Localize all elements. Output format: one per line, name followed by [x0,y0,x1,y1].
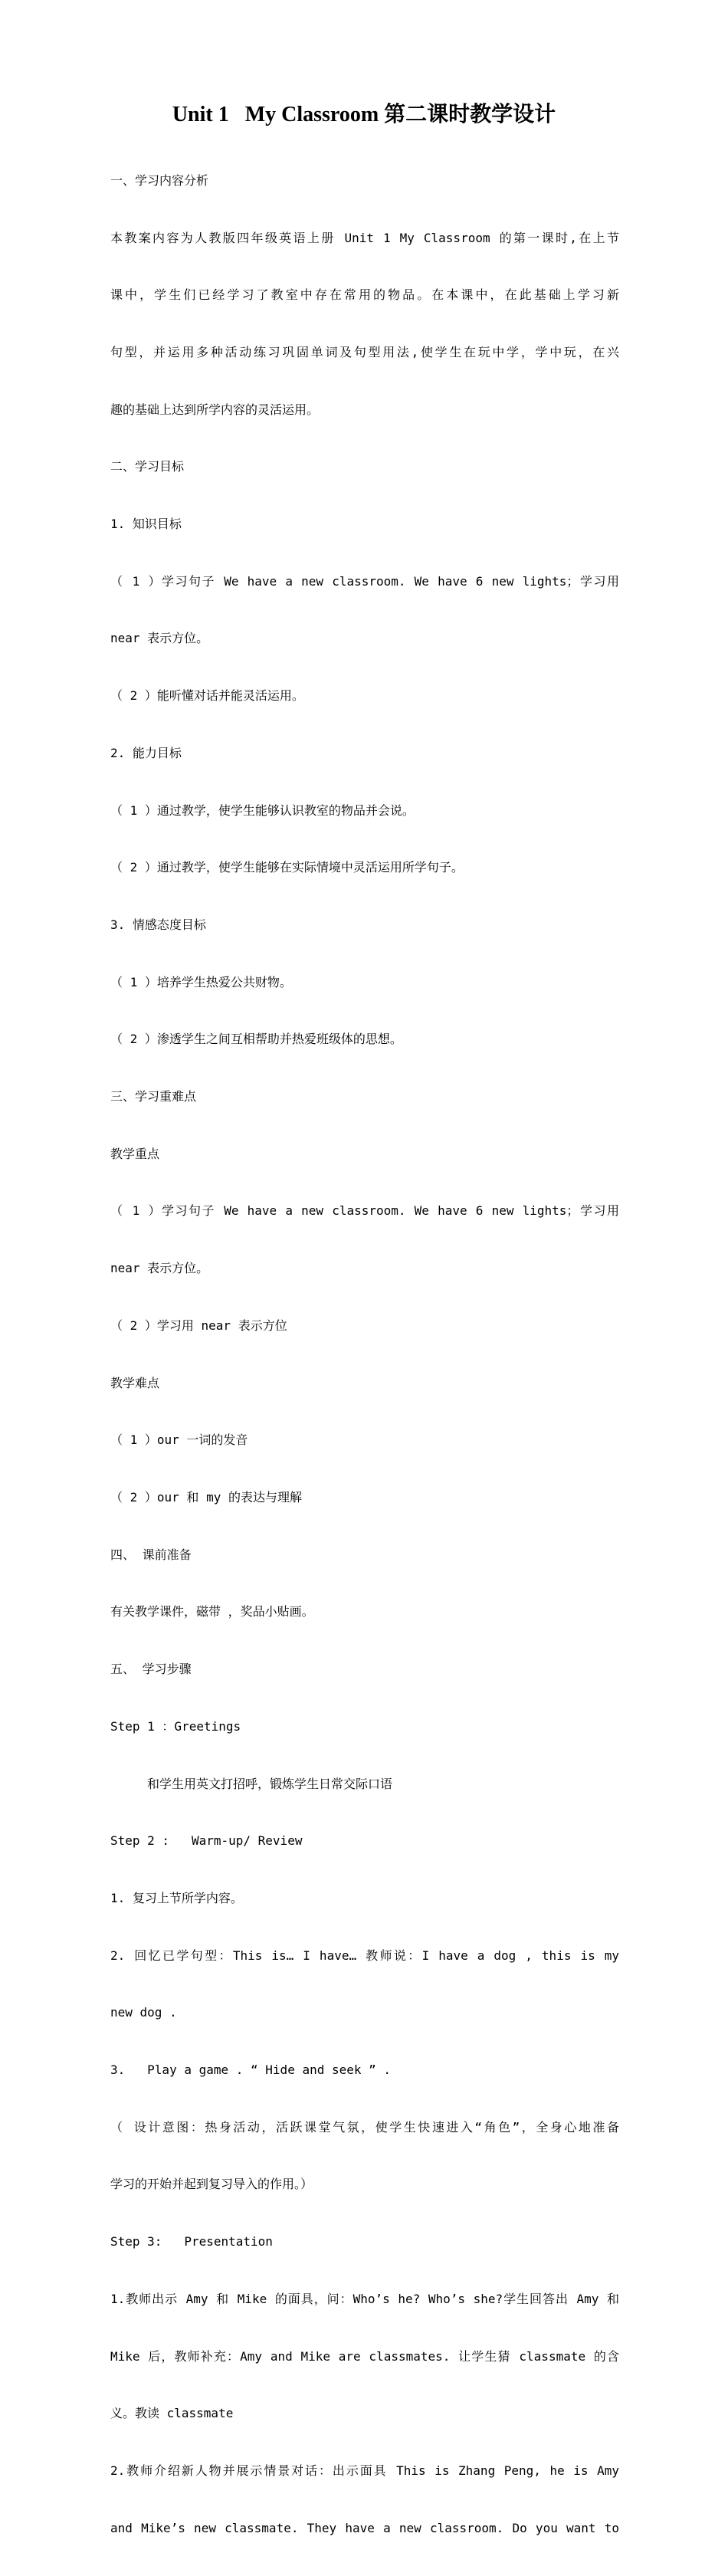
list-item: （ 2 ）渗透学生之间互相帮助并热爱班级体的思想。 [110,1032,402,1047]
section-heading: 四、 课前准备 [110,1547,192,1562]
section-heading: 五、 学习步骤 [110,1662,192,1677]
list-item: 2. 回忆已学句型：This is… I have… 教师说：I have a dog , this is my [110,1948,619,1963]
paragraph-line: 课中，学生们已经学习了教室中存在常用的物品。在本课中，在此基础上学习新 [110,287,619,303]
list-item: （ 1 ）通过教学，使学生能够认识教室的物品并会说。 [110,802,415,818]
list-item: （ 2 ）our 和 my 的表达与理解 [110,1489,302,1505]
list-item: （ 1 ）学习句子 We have a new classroom. We have 6 new lights；学习用 [110,1203,619,1219]
subheading: 教学重点 [110,1146,160,1161]
list-item-continuation: Mike 后，教师补充：Amy and Mike are classmates. 让学生猜 classmate 的含 [110,2348,619,2364]
list-item: （ 1 ）our 一词的发音 [110,1432,248,1448]
section-heading: 二、学习目标 [110,459,185,474]
subheading: 教学难点 [110,1375,160,1390]
list-item: （ 2 ）学习用 near 表示方位 [110,1318,287,1333]
list-item: 1.教师出示 Amy 和 Mike 的面具，问：Who’s he? Who’s she?学生回答出 Amy 和 [110,2291,619,2306]
paragraph-line: 句型，并运用多种活动练习巩固单词及句型用法,使学生在玩中学，学中玩，在兴 [110,344,619,359]
list-item: （ 1 ）学习句子 We have a new classroom. We have 6 new lights；学习用 [110,573,619,589]
list-item-continuation: and Mike’s new classmate. They have a new classroom. Do you want to [110,2520,619,2535]
paragraph-line: （ 设计意图：热身活动，活跃课堂气氛，使学生快速进入“角色”，全身心地准备 [110,2119,619,2135]
paragraph-line: 学习的开始并起到复习导入的作用。） [110,2177,313,2192]
list-item: 1. 复习上节所学内容。 [110,1890,243,1905]
list-item: （ 2 ）通过教学，使学生能够在实际情境中灵活运用所学句子。 [110,860,464,875]
list-item: 2.教师介绍新人物并展示情景对话：出示面具 This is Zhang Peng, he is Amy [110,2463,619,2478]
step-heading: Step 3: Presentation [110,2234,273,2249]
list-item: （ 2 ）能听懂对话并能灵活运用。 [110,688,304,704]
subheading: 1. 知识目标 [110,517,182,532]
list-item: 3. Play a game . “ Hide and seek ” . [110,2062,392,2078]
list-item: （ 1 ）培养学生热爱公共财物。 [110,974,292,989]
document-title: Unit 1 My Classroom 第二课时教学设计 [172,103,556,126]
document-body [110,133,619,2576]
subheading: 2. 能力目标 [110,745,182,760]
step-heading: Step 2 : Warm-up/ Review [110,1833,303,1849]
paragraph-line: 趣的基础上达到所学内容的灵活运用。 [110,402,320,417]
step-heading: Step 1 ：Greetings [110,1718,241,1734]
list-item-continuation: near 表示方位。 [110,631,209,646]
list-item-continuation: new dog . [110,2005,177,2020]
paragraph-line: 有关教学课件，磁带 ，奖品小贴画。 [110,1604,314,1619]
section-heading: 三、学习重难点 [110,1089,197,1104]
section-heading: 一、学习内容分析 [110,172,209,188]
paragraph-line: 本教案内容为人教版四年级英语上册 Unit 1 My Classroom 的第一课时,在上节 [110,230,619,245]
list-item-continuation: near 表示方位。 [110,1261,209,1276]
paragraph-line: 和学生用英文打招呼，锻炼学生日常交际口语 [147,1776,393,1791]
list-item-continuation: 义。教读 classmate [110,2406,234,2421]
subheading: 3. 情感态度目标 [110,917,206,932]
